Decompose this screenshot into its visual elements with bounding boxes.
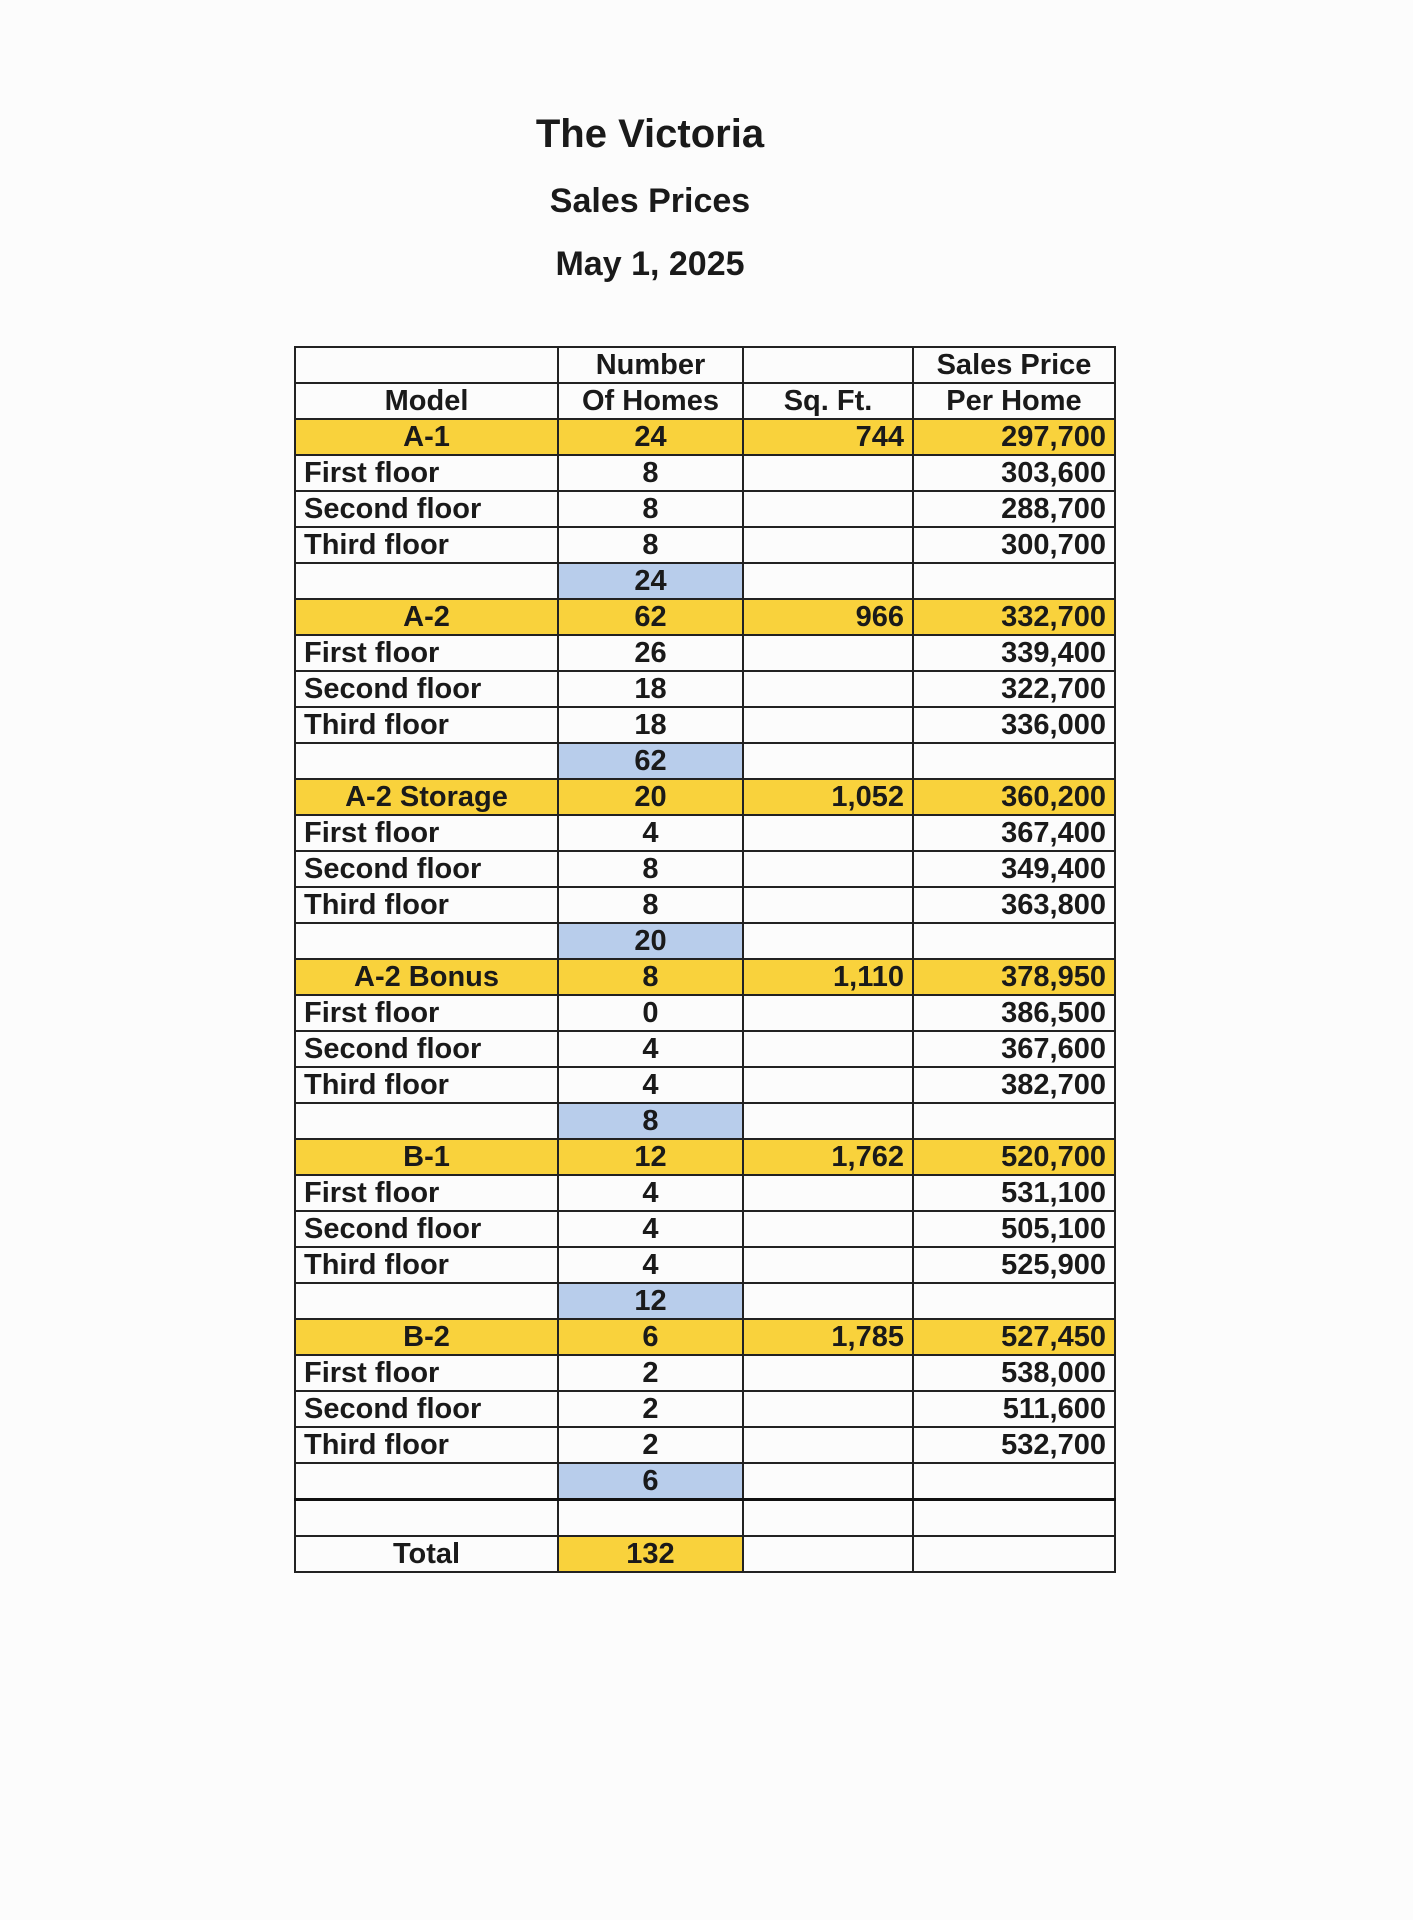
floor-name-cell: Third floor (295, 707, 558, 743)
model-row (295, 779, 1115, 815)
model-name-cell: B-2 (295, 1319, 558, 1355)
model-row (295, 1319, 1115, 1355)
floor-name-cell: Third floor (295, 887, 558, 923)
sales-price-table (294, 346, 1116, 1573)
subtotal-homes-cell: 62 (558, 743, 743, 779)
floor-row (295, 851, 1115, 887)
floor-homes-cell: 4 (558, 1247, 743, 1283)
subtotal-homes-cell: 8 (558, 1103, 743, 1139)
model-homes-cell: 8 (558, 959, 743, 995)
subtotal-blank-cell (295, 743, 558, 779)
blank-cell (558, 1500, 743, 1537)
model-name-cell: A-1 (295, 419, 558, 455)
model-sqft-cell: 744 (743, 419, 913, 455)
subtotal-homes-cell: 20 (558, 923, 743, 959)
floor-name-cell: Second floor (295, 1211, 558, 1247)
floor-row (295, 1247, 1115, 1283)
floor-homes-cell: 2 (558, 1355, 743, 1391)
floor-name-cell: First floor (295, 995, 558, 1031)
subtotal-blank-cell (295, 1283, 558, 1319)
floor-homes-cell: 4 (558, 1175, 743, 1211)
floor-price-cell: 532,700 (913, 1427, 1115, 1463)
floor-homes-cell: 8 (558, 851, 743, 887)
floor-homes-cell: 8 (558, 887, 743, 923)
floor-homes-cell: 4 (558, 1067, 743, 1103)
floor-row (295, 1031, 1115, 1067)
model-name-cell: B-1 (295, 1139, 558, 1175)
floor-sqft-cell (743, 527, 913, 563)
floor-row (295, 635, 1115, 671)
blank-cell (913, 1500, 1115, 1537)
floor-price-cell: 339,400 (913, 635, 1115, 671)
model-homes-cell: 20 (558, 779, 743, 815)
floor-sqft-cell (743, 1031, 913, 1067)
subtotal-row (295, 743, 1115, 779)
total-blank-cell (743, 1536, 913, 1572)
floor-row (295, 887, 1115, 923)
floor-row (295, 1211, 1115, 1247)
model-sqft-cell: 1,762 (743, 1139, 913, 1175)
document-subtitle: Sales Prices (549, 182, 751, 220)
model-price-cell: 520,700 (913, 1139, 1115, 1175)
model-row (295, 1139, 1115, 1175)
header-cell-of-homes: Of Homes (558, 383, 743, 419)
floor-price-cell: 505,100 (913, 1211, 1115, 1247)
document-date: May 1, 2025 (555, 245, 745, 283)
subtotal-blank-cell (913, 1283, 1115, 1319)
floor-homes-cell: 18 (558, 671, 743, 707)
floor-name-cell: Third floor (295, 527, 558, 563)
floor-sqft-cell (743, 671, 913, 707)
floor-price-cell: 303,600 (913, 455, 1115, 491)
floor-row (295, 491, 1115, 527)
subtotal-blank-cell (295, 563, 558, 599)
subtotal-row (295, 923, 1115, 959)
model-row (295, 959, 1115, 995)
floor-price-cell: 525,900 (913, 1247, 1115, 1283)
document-title: The Victoria (535, 112, 765, 156)
model-row (295, 419, 1115, 455)
floor-sqft-cell (743, 995, 913, 1031)
subtotal-blank-cell (743, 563, 913, 599)
floor-row (295, 1391, 1115, 1427)
model-sqft-cell: 1,110 (743, 959, 913, 995)
floor-row (295, 1355, 1115, 1391)
floor-price-cell: 363,800 (913, 887, 1115, 923)
subtotal-blank-cell (913, 1463, 1115, 1500)
floor-homes-cell: 4 (558, 1211, 743, 1247)
floor-sqft-cell (743, 1391, 913, 1427)
floor-name-cell: Third floor (295, 1067, 558, 1103)
floor-name-cell: Second floor (295, 1391, 558, 1427)
floor-price-cell: 382,700 (913, 1067, 1115, 1103)
floor-price-cell: 336,000 (913, 707, 1115, 743)
floor-sqft-cell (743, 635, 913, 671)
total-homes-cell: 132 (558, 1536, 743, 1572)
subtotal-blank-cell (743, 743, 913, 779)
floor-sqft-cell (743, 491, 913, 527)
subtotal-blank-cell (743, 1103, 913, 1139)
floor-name-cell: First floor (295, 635, 558, 671)
model-price-cell: 332,700 (913, 599, 1115, 635)
blank-cell (743, 1500, 913, 1537)
model-homes-cell: 24 (558, 419, 743, 455)
floor-sqft-cell (743, 1427, 913, 1463)
model-homes-cell: 6 (558, 1319, 743, 1355)
subtotal-row (295, 1283, 1115, 1319)
floor-row (295, 707, 1115, 743)
header-cell-sales-price: Sales Price (913, 347, 1115, 383)
subtotal-blank-cell (295, 923, 558, 959)
model-sqft-cell: 966 (743, 599, 913, 635)
floor-homes-cell: 4 (558, 1031, 743, 1067)
model-name-cell: A-2 (295, 599, 558, 635)
floor-row (295, 1067, 1115, 1103)
subtotal-blank-cell (743, 1283, 913, 1319)
header-cell-per-home: Per Home (913, 383, 1115, 419)
model-sqft-cell: 1,052 (743, 779, 913, 815)
floor-name-cell: Second floor (295, 491, 558, 527)
floor-price-cell: 322,700 (913, 671, 1115, 707)
model-homes-cell: 12 (558, 1139, 743, 1175)
floor-name-cell: First floor (295, 455, 558, 491)
floor-homes-cell: 8 (558, 527, 743, 563)
total-row (295, 1536, 1115, 1572)
floor-price-cell: 367,400 (913, 815, 1115, 851)
subtotal-blank-cell (743, 1463, 913, 1500)
floor-row (295, 815, 1115, 851)
subtotal-blank-cell (743, 923, 913, 959)
model-price-cell: 527,450 (913, 1319, 1115, 1355)
floor-row (295, 527, 1115, 563)
header-cell (743, 347, 913, 383)
subtotal-homes-cell: 12 (558, 1283, 743, 1319)
floor-name-cell: Second floor (295, 851, 558, 887)
subtotal-blank-cell (913, 923, 1115, 959)
header-row-1 (295, 347, 1115, 383)
floor-sqft-cell (743, 815, 913, 851)
total-blank-cell (913, 1536, 1115, 1572)
subtotal-blank-cell (913, 743, 1115, 779)
subtotal-row (295, 563, 1115, 599)
model-price-cell: 378,950 (913, 959, 1115, 995)
floor-sqft-cell (743, 1067, 913, 1103)
model-homes-cell: 62 (558, 599, 743, 635)
floor-name-cell: Second floor (295, 1031, 558, 1067)
subtotal-homes-cell: 6 (558, 1463, 743, 1500)
floor-sqft-cell (743, 455, 913, 491)
model-sqft-cell: 1,785 (743, 1319, 913, 1355)
floor-price-cell: 300,700 (913, 527, 1115, 563)
floor-homes-cell: 2 (558, 1427, 743, 1463)
floor-homes-cell: 2 (558, 1391, 743, 1427)
floor-sqft-cell (743, 1355, 913, 1391)
subtotal-row (295, 1463, 1115, 1500)
floor-homes-cell: 0 (558, 995, 743, 1031)
floor-homes-cell: 18 (558, 707, 743, 743)
header-row-2 (295, 383, 1115, 419)
floor-name-cell: First floor (295, 1175, 558, 1211)
header-cell-model: Model (295, 383, 558, 419)
header-cell-sqft: Sq. Ft. (743, 383, 913, 419)
subtotal-blank-cell (295, 1103, 558, 1139)
model-name-cell: A-2 Bonus (295, 959, 558, 995)
floor-price-cell: 386,500 (913, 995, 1115, 1031)
floor-row (295, 671, 1115, 707)
floor-name-cell: Second floor (295, 671, 558, 707)
floor-homes-cell: 8 (558, 455, 743, 491)
floor-price-cell: 531,100 (913, 1175, 1115, 1211)
model-price-cell: 360,200 (913, 779, 1115, 815)
floor-price-cell: 511,600 (913, 1391, 1115, 1427)
floor-sqft-cell (743, 851, 913, 887)
subtotal-row (295, 1103, 1115, 1139)
floor-row (295, 995, 1115, 1031)
floor-row (295, 1427, 1115, 1463)
model-price-cell: 297,700 (913, 419, 1115, 455)
blank-cell (295, 1500, 558, 1537)
floor-name-cell: First floor (295, 1355, 558, 1391)
floor-sqft-cell (743, 1247, 913, 1283)
model-row (295, 599, 1115, 635)
floor-price-cell: 367,600 (913, 1031, 1115, 1067)
subtotal-blank-cell (913, 563, 1115, 599)
floor-sqft-cell (743, 707, 913, 743)
floor-sqft-cell (743, 887, 913, 923)
floor-sqft-cell (743, 1175, 913, 1211)
subtotal-homes-cell: 24 (558, 563, 743, 599)
floor-name-cell: Third floor (295, 1247, 558, 1283)
floor-homes-cell: 4 (558, 815, 743, 851)
floor-price-cell: 349,400 (913, 851, 1115, 887)
floor-homes-cell: 8 (558, 491, 743, 527)
subtotal-blank-cell (295, 1463, 558, 1500)
header-cell-number: Number (558, 347, 743, 383)
floor-row (295, 1175, 1115, 1211)
total-label-cell: Total (295, 1536, 558, 1572)
floor-price-cell: 538,000 (913, 1355, 1115, 1391)
floor-name-cell: First floor (295, 815, 558, 851)
floor-sqft-cell (743, 1211, 913, 1247)
subtotal-blank-cell (913, 1103, 1115, 1139)
model-name-cell: A-2 Storage (295, 779, 558, 815)
floor-name-cell: Third floor (295, 1427, 558, 1463)
spacer-row (295, 1500, 1115, 1537)
floor-row (295, 455, 1115, 491)
floor-homes-cell: 26 (558, 635, 743, 671)
header-cell (295, 347, 558, 383)
floor-price-cell: 288,700 (913, 491, 1115, 527)
